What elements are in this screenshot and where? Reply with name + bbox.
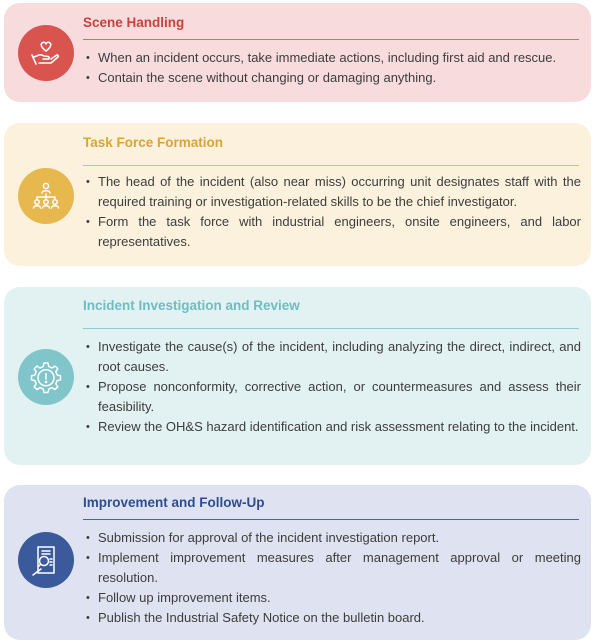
list-item: • Review the OH&S hazard identification and risk assessment relating to the incident. (83, 417, 581, 437)
list-item: • Submission for approval of the incident investigation report. (83, 528, 581, 548)
section-list (83, 48, 581, 88)
section-title: Improvement and Follow-Up (83, 495, 265, 510)
section-scene-handling (4, 3, 591, 102)
section-list (83, 172, 581, 252)
section-title: Incident Investigation and Review (83, 298, 300, 313)
team-hierarchy-icon (18, 168, 74, 224)
list-item: • Contain the scene without changing or damaging anything. (83, 68, 581, 88)
section-list (83, 337, 581, 437)
section-divider (83, 328, 579, 329)
section-divider (83, 519, 579, 520)
list-item: • Form the task force with industrial engineers, onsite engineers, and labor representatives. (83, 212, 581, 252)
section-title: Task Force Formation (83, 135, 224, 150)
heart-hand-icon (18, 25, 74, 81)
list-item: • Publish the Industrial Safety Notice on the bulletin board. (83, 608, 581, 628)
gear-alert-icon (18, 349, 74, 405)
section-title: Scene Handling (83, 15, 185, 30)
list-item: • Investigate the cause(s) of the incident, including analyzing the direct, indirect, and root causes. (83, 337, 581, 377)
section-list (83, 528, 581, 628)
list-item: • Implement improvement measures after management approval or meeting resolution. (83, 548, 581, 588)
document-search-icon (18, 532, 74, 588)
list-item: • When an incident occurs, take immediate actions, including first aid and rescue. (83, 48, 581, 68)
section-divider (83, 39, 579, 40)
list-item: • Propose nonconformity, corrective action, or countermeasures and assess their feasibility. (83, 377, 581, 417)
section-divider (83, 165, 579, 166)
list-item: • Follow up improvement items. (83, 588, 581, 608)
list-item: • The head of the incident (also near miss) occurring unit designates staff with the required training or investigation-related skills to be the chief investigator. (83, 172, 581, 212)
